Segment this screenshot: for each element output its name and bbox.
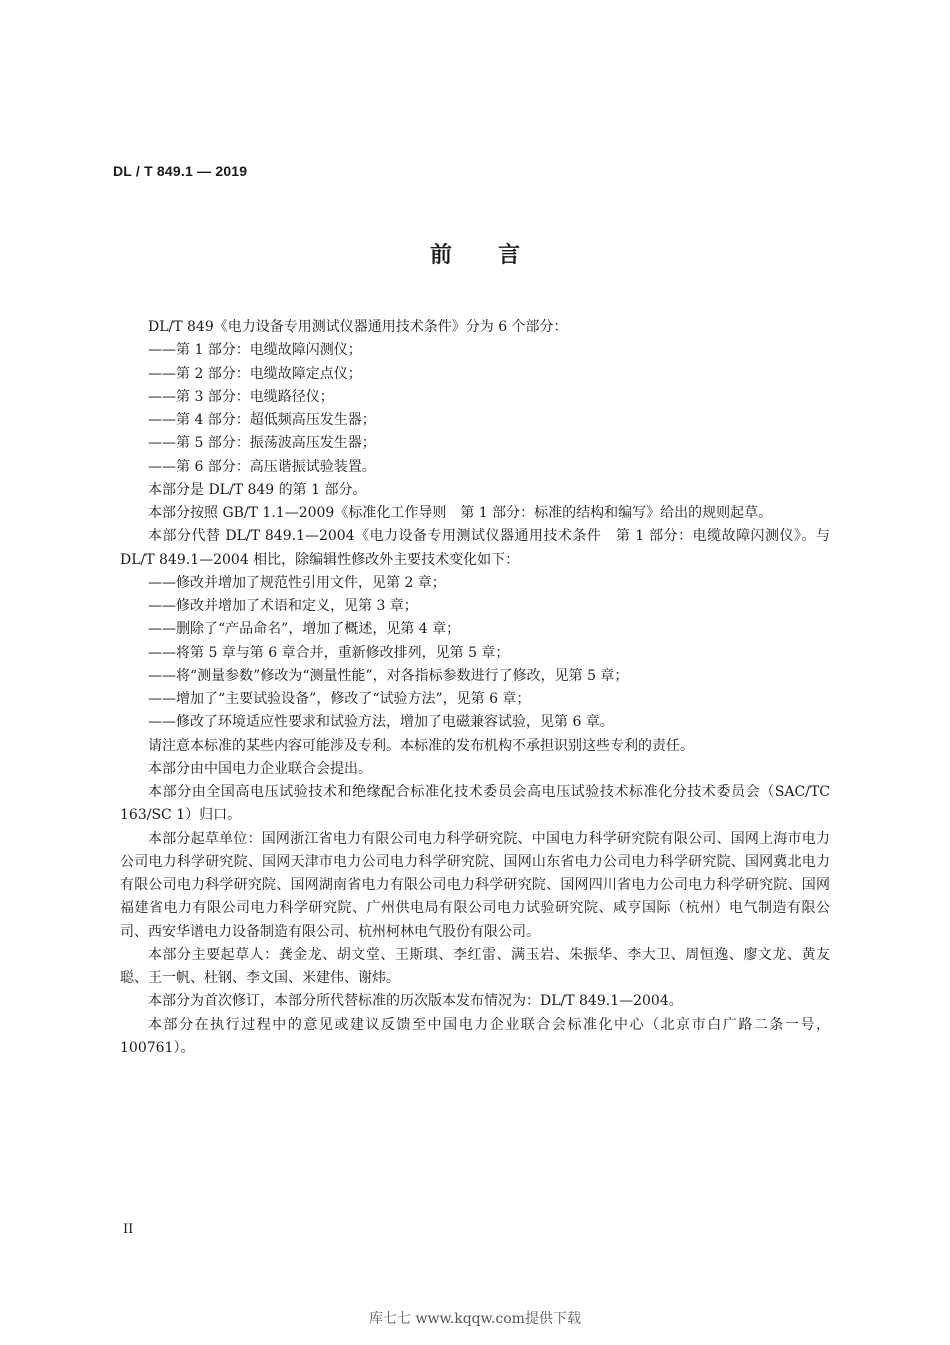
- paragraph: DL/T 849《电力设备专用测试仪器通用技术条件》分为 6 个部分：: [148, 319, 568, 335]
- paragraph: 本部分按照 GB/T 1.1—2009《标准化工作导则 第 1 部分：标准的结构和编写》给出的规则起草。: [148, 505, 773, 521]
- list-item: ——删除了“产品命名”，增加了概述，见第 4 章；: [148, 621, 461, 638]
- paragraph: 本部分由中国电力企业联合会提出。: [148, 760, 372, 777]
- standard-code: DL / T 849.1 — 2019: [113, 163, 248, 179]
- download-watermark: 库七七 www.kqqw.com提供下载: [369, 1311, 581, 1327]
- list-item: ——第 5 部分：振荡波高压发生器；: [148, 435, 376, 452]
- foreword-body: [120, 316, 830, 1060]
- list-item: ——修改并增加了规范性引用文件，见第 2 章；: [148, 574, 446, 591]
- title-char-2: 言: [498, 243, 521, 268]
- paragraph: 本部分由全国高电压试验技术和绝缘配合标准化技术委员会高电压试验技术标准化分技术委员会（SAC/TC 163/SC 1）归口。: [120, 784, 830, 824]
- list-item: ——第 6 部分：高压谐振试验装置。: [148, 458, 376, 475]
- list-item: ——第 2 部分：电缆故障定点仪；: [148, 365, 362, 382]
- paragraph: 本部分在执行过程中的意见或建议反馈至中国电力企业联合会标准化中心（北京市白广路二条一号，100761）。: [120, 1016, 830, 1056]
- paragraph: 请注意本标准的某些内容可能涉及专利。本标准的发布机构不承担识别这些专利的责任。: [148, 737, 694, 754]
- list-item: ——第 1 部分：电缆故障闪测仪；: [148, 342, 362, 359]
- page-number: II: [123, 1222, 134, 1237]
- paragraph: 本部分为首次修订，本部分所代替标准的历次版本发布情况为：DL/T 849.1—2004。: [148, 993, 683, 1010]
- list-item: ——将“测量参数”修改为“测量性能”，对各指标参数进行了修改，见第 5 章；: [148, 667, 629, 684]
- title-char-1: 前: [429, 243, 452, 268]
- list-item: ——修改了环境适应性要求和试验方法，增加了电磁兼容试验，见第 6 章。: [148, 714, 614, 731]
- list-item: ——增加了“主要试验设备”，修改了“试验方法”，见第 6 章；: [148, 691, 531, 707]
- paragraph: 本部分起草单位：国网浙江省电力有限公司电力科学研究院、中国电力科学研究院有限公司、国网上海市电力公司电力科学研究院、国网天津市电力公司电力科学研究院、国网山东省电力公司电力科学研究院、国网冀北电力有限公司电力科学研究院、国网湖南省电力有限公司电力科学研究院、国网四川省电力公司电力科学研究院、国网福建省电力有限公司电力科学研究院、广州供电局有限公司电力试验研究院、咸亨国际（杭州）电气制造有限公司、西安华谱电力设备制造有限公司、杭州柯林电气股份有限公司。: [120, 830, 830, 940]
- list-item: ——第 3 部分：电缆路径仪；: [148, 388, 334, 405]
- paragraph: 本部分主要起草人：龚金龙、胡文堂、王斯琪、李红雷、满玉岩、朱振华、李大卫、周恒逸、廖文龙、黄友聪、王一帆、杜钢、李文国、米建伟、谢炜。: [120, 946, 830, 986]
- list-item: ——将第 5 章与第 6 章合并，重新修改排列，见第 5 章；: [148, 644, 510, 661]
- list-item: ——修改并增加了术语和定义，见第 3 章；: [148, 598, 418, 614]
- paragraph: 本部分代替 DL/T 849.1—2004《电力设备专用测试仪器通用技术条件 第 1 部分：电缆故障闪测仪》。与 DL/T 849.1—2004 相比，除编辑性修改外主要技术变化如下：: [120, 528, 830, 568]
- paragraph: 本部分是 DL/T 849 的第 1 部分。: [148, 481, 367, 498]
- page-title: [0, 238, 950, 269]
- list-item: ——第 4 部分：超低频高压发生器；: [148, 412, 376, 428]
